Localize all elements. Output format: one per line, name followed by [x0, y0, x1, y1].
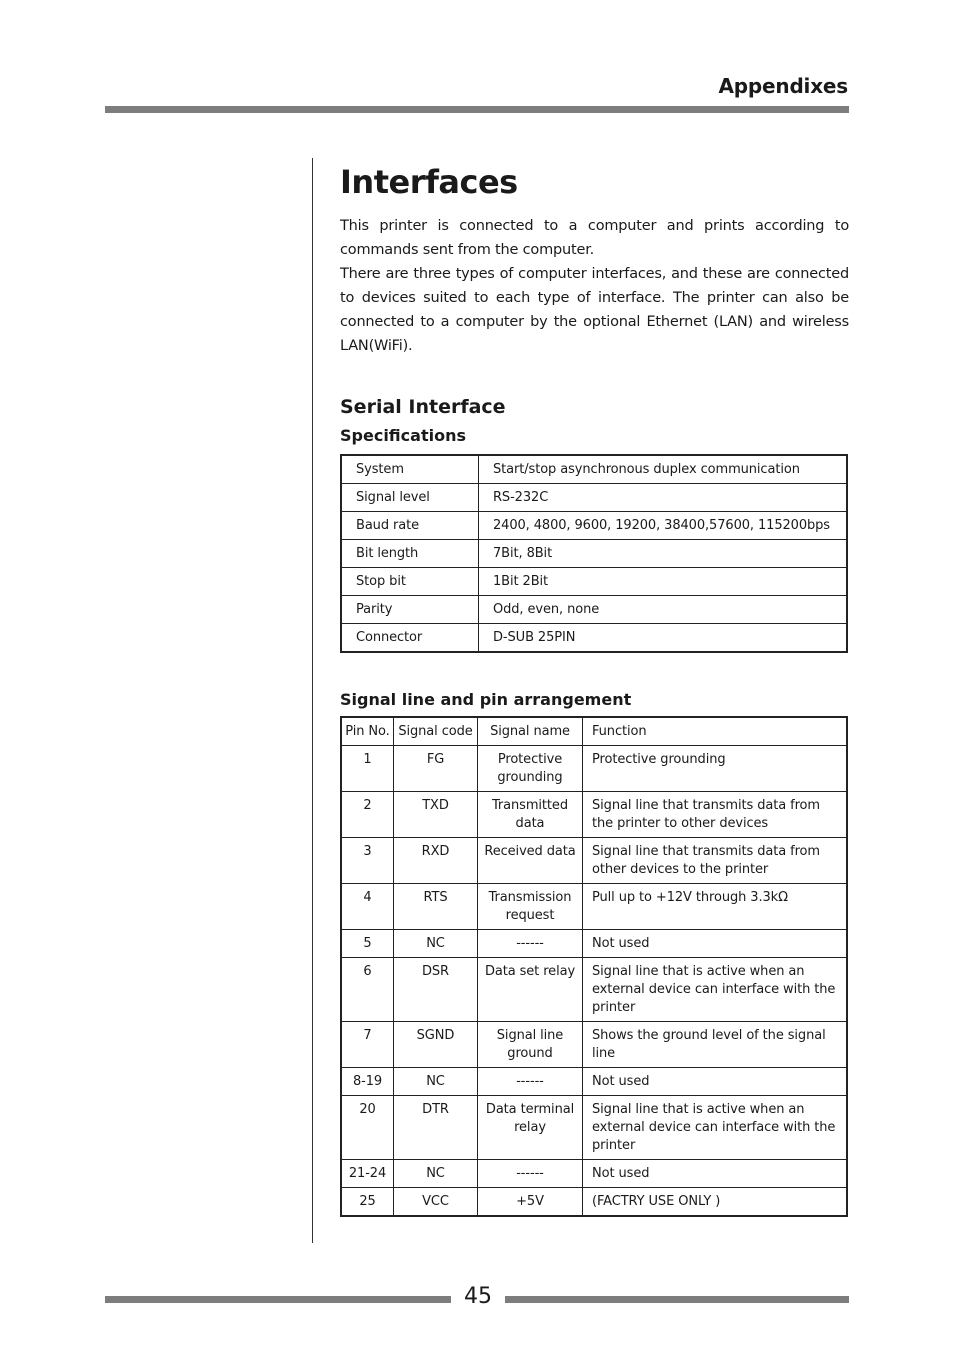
table-row [341, 624, 847, 653]
signal-name: ------ [478, 1160, 583, 1188]
specifications-table [340, 454, 848, 653]
spec-label: System [341, 455, 479, 484]
table-row [341, 1160, 847, 1188]
table-row [341, 884, 847, 930]
signal-function: Shows the ground level of the signal line [583, 1022, 848, 1068]
footer-rule-left [105, 1296, 451, 1303]
table-row [341, 596, 847, 624]
spec-label: Connector [341, 624, 479, 653]
signal-code: NC [394, 1160, 478, 1188]
pin-number: 25 [341, 1188, 394, 1217]
signal-code: SGND [394, 1022, 478, 1068]
signal-name: ------ [478, 930, 583, 958]
spec-label: Parity [341, 596, 479, 624]
signal-code: NC [394, 930, 478, 958]
signal-name: Protective grounding [478, 746, 583, 792]
signal-name: ------ [478, 1068, 583, 1096]
signal-name: Data terminal relay [478, 1096, 583, 1160]
specifications-heading: Specifications [340, 426, 466, 445]
pin-number: 1 [341, 746, 394, 792]
table-row [341, 746, 847, 792]
table-row [341, 1022, 847, 1068]
page-title: Interfaces [340, 163, 518, 201]
signal-function: Signal line that is active when an external device can interface with the printer [583, 1096, 848, 1160]
spec-value: 7Bit, 8Bit [479, 540, 848, 568]
table-row [341, 1068, 847, 1096]
spec-value: Odd, even, none [479, 596, 848, 624]
intro-paragraph: There are three types of computer interfaces, and these are connected to devices suited to each type of interface. The printer can also be connected to a computer by the optional Ethernet (LAN) and wireless LAN(WiFi). [340, 266, 849, 354]
signal-code: RXD [394, 838, 478, 884]
signal-function: Signal line that transmits data from the printer to other devices [583, 792, 848, 838]
pin-number: 8-19 [341, 1068, 394, 1096]
header-rule [105, 106, 849, 113]
signal-function: Pull up to +12V through 3.3kΩ [583, 884, 848, 930]
main-content [340, 158, 849, 1217]
column-header-name: Signal name [478, 717, 583, 746]
spec-value: RS-232C [479, 484, 848, 512]
table-row [341, 792, 847, 838]
signal-function: Protective grounding [583, 746, 848, 792]
signal-code: RTS [394, 884, 478, 930]
footer-rule-right [505, 1296, 849, 1303]
table-row [341, 1096, 847, 1160]
signal-code: VCC [394, 1188, 478, 1217]
spec-label: Signal level [341, 484, 479, 512]
column-header-pin: Pin No. [341, 717, 394, 746]
spec-value: 1Bit 2Bit [479, 568, 848, 596]
pin-number: 20 [341, 1096, 394, 1160]
pin-number: 4 [341, 884, 394, 930]
signal-function: Not used [583, 1160, 848, 1188]
signal-function: Signal line that is active when an external device can interface with the printer [583, 958, 848, 1022]
table-row [341, 484, 847, 512]
spec-label: Baud rate [341, 512, 479, 540]
table-row [341, 455, 847, 484]
pin-number: 6 [341, 958, 394, 1022]
margin-line [312, 158, 313, 1243]
pin-number: 2 [341, 792, 394, 838]
pin-number: 3 [341, 838, 394, 884]
spec-value: Start/stop asynchronous duplex communication [479, 455, 848, 484]
signal-name: Received data [478, 838, 583, 884]
table-header-row [341, 717, 847, 746]
table-row [341, 540, 847, 568]
table-row [341, 838, 847, 884]
section-header: Appendixes [718, 74, 848, 98]
pin-number: 5 [341, 930, 394, 958]
table-row [341, 512, 847, 540]
page-number: 45 [464, 1284, 492, 1309]
spec-label: Stop bit [341, 568, 479, 596]
signal-function: Not used [583, 1068, 848, 1096]
signal-code: NC [394, 1068, 478, 1096]
table-row [341, 1188, 847, 1217]
spec-value: D-SUB 25PIN [479, 624, 848, 653]
pin-arrangement-heading: Signal line and pin arrangement [340, 690, 632, 709]
signal-code: TXD [394, 792, 478, 838]
table-row [341, 930, 847, 958]
spec-value: 2400, 4800, 9600, 19200, 38400,57600, 115200bps [479, 512, 848, 540]
signal-name: Transmission request [478, 884, 583, 930]
signal-function: Not used [583, 930, 848, 958]
signal-name: Transmitted data [478, 792, 583, 838]
pin-number: 7 [341, 1022, 394, 1068]
intro-paragraph: This printer is connected to a computer and prints according to commands sent from the computer. [340, 218, 849, 258]
column-header-function: Function [583, 717, 848, 746]
signal-code: FG [394, 746, 478, 792]
pin-arrangement-table [340, 716, 848, 1217]
pin-number: 21-24 [341, 1160, 394, 1188]
signal-function: Signal line that transmits data from other devices to the printer [583, 838, 848, 884]
spec-label: Bit length [341, 540, 479, 568]
signal-name: +5V [478, 1188, 583, 1217]
table-row [341, 958, 847, 1022]
column-header-code: Signal code [394, 717, 478, 746]
signal-name: Data set relay [478, 958, 583, 1022]
table-row [341, 568, 847, 596]
serial-interface-heading: Serial Interface [340, 396, 506, 418]
signal-code: DSR [394, 958, 478, 1022]
signal-function: (FACTRY USE ONLY ) [583, 1188, 848, 1217]
intro-text [340, 214, 849, 358]
signal-code: DTR [394, 1096, 478, 1160]
signal-name: Signal line ground [478, 1022, 583, 1068]
